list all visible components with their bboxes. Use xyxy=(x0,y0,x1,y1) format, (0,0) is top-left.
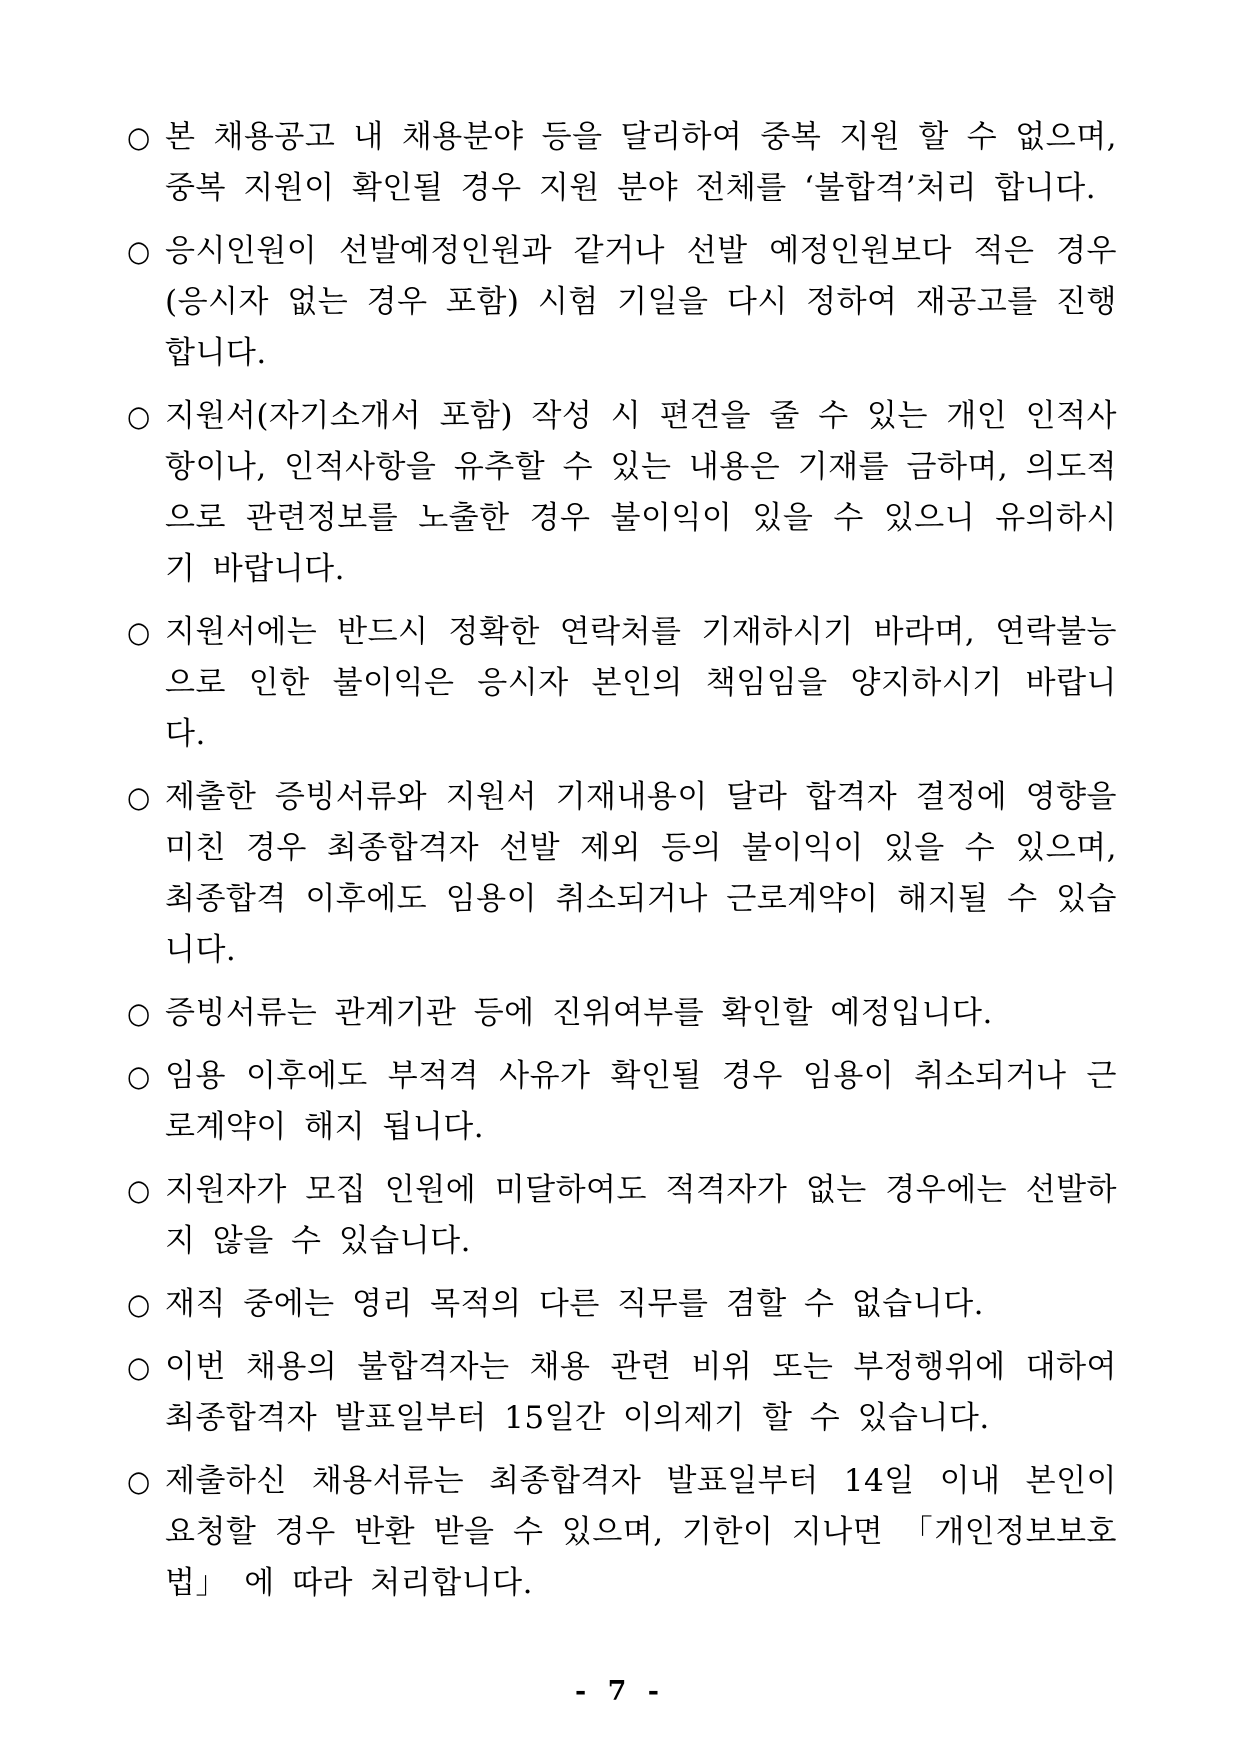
list-item xyxy=(127,607,1117,760)
circle-bullet-icon: ○ xyxy=(127,234,151,268)
list-item xyxy=(127,1165,1117,1267)
circle-bullet-icon: ○ xyxy=(127,996,151,1030)
notice-text: 본 채용공고 내 채용분야 등을 달리하여 중복 지원 할 수 없으며, 중복 지원이 확인될 경우 지원 분야 전체를 ‘불합격’처리 합니다. xyxy=(165,119,1117,206)
notice-text: 지원서(자기소개서 포함) 작성 시 편견을 줄 수 있는 개인 인적사항이나, 인적사항을 유추할 수 있는 내용은 기재를 금하며, 의도적으로 관련정보를 노출한 경우 불이익이 있을 수 있으니 유의하시기 바랍니다. xyxy=(165,398,1117,587)
notice-bullet-list xyxy=(127,112,1117,1621)
circle-bullet-icon: ○ xyxy=(127,1059,151,1093)
notice-text: 이번 채용의 불합격자는 채용 관련 비위 또는 부정행위에 대하여 최종합격자 발표일부터 15일간 이의제기 할 수 있습니다. xyxy=(165,1349,1117,1436)
circle-bullet-icon: ○ xyxy=(127,1287,151,1321)
notice-text: 증빙서류는 관계기관 등에 진위여부를 확인할 예정입니다. xyxy=(165,995,993,1031)
list-item xyxy=(127,1051,1117,1153)
notice-text: 지원자가 모집 인원에 미달하여도 적격자가 없는 경우에는 선발하지 않을 수 있습니다. xyxy=(165,1172,1117,1259)
notice-text: 재직 중에는 영리 목적의 다른 직무를 겸할 수 없습니다. xyxy=(165,1286,984,1322)
list-item xyxy=(127,1342,1117,1444)
list-item xyxy=(127,226,1117,379)
circle-bullet-icon: ○ xyxy=(127,1464,151,1498)
list-item xyxy=(127,1456,1117,1609)
circle-bullet-icon: ○ xyxy=(127,1173,151,1207)
circle-bullet-icon: ○ xyxy=(127,1350,151,1384)
circle-bullet-icon: ○ xyxy=(127,399,151,433)
circle-bullet-icon: ○ xyxy=(127,615,151,649)
list-item xyxy=(127,112,1117,214)
circle-bullet-icon: ○ xyxy=(127,780,151,814)
notice-text: 제출한 증빙서류와 지원서 기재내용이 달라 합격자 결정에 영향을 미친 경우 최종합격자 선발 제외 등의 불이익이 있을 수 있으며, 최종합격 이후에도 임용이 취소되거나 근로계약이 해지될 수 있습니다. xyxy=(165,779,1117,968)
page-number: - 7 - xyxy=(575,1676,665,1707)
notice-text: 제출하신 채용서류는 최종합격자 발표일부터 14일 이내 본인이 요청할 경우 반환 받을 수 있으며, 기한이 지나면 「개인정보보호법」 에 따라 처리합니다. xyxy=(165,1463,1117,1601)
list-item xyxy=(127,1279,1117,1330)
list-item xyxy=(127,391,1117,595)
notice-text: 지원서에는 반드시 정확한 연락처를 기재하시기 바라며, 연락불능으로 인한 불이익은 응시자 본인의 책임임을 양지하시기 바랍니다. xyxy=(165,614,1117,752)
notice-text: 임용 이후에도 부적격 사유가 확인될 경우 임용이 취소되거나 근로계약이 해지 됩니다. xyxy=(165,1058,1117,1145)
list-item xyxy=(127,772,1117,976)
circle-bullet-icon: ○ xyxy=(127,120,151,154)
list-item xyxy=(127,988,1117,1039)
notice-text: 응시인원이 선발예정인원과 같거나 선발 예정인원보다 적은 경우 (응시자 없는 경우 포함) 시험 기일을 다시 정하여 재공고를 진행합니다. xyxy=(165,233,1117,371)
